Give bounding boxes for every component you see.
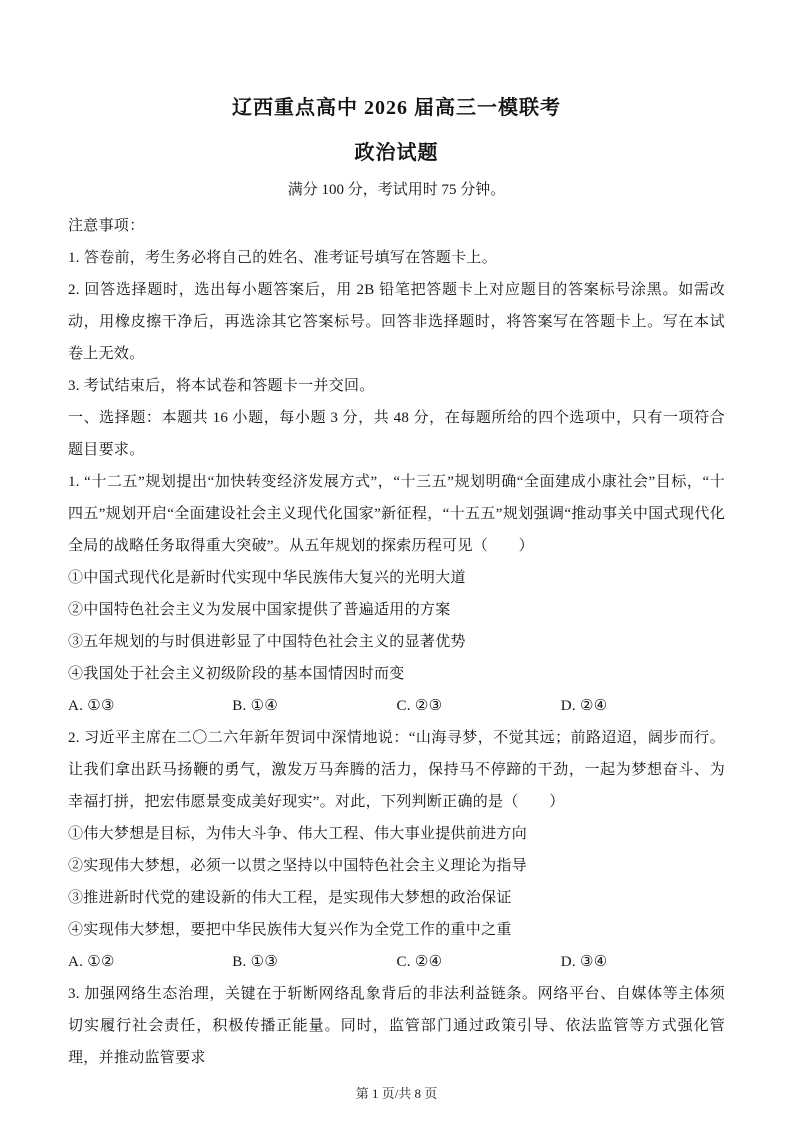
notice-header: 注意事项： [68,218,145,234]
question-2-choice-c: C. ②④ [396,954,443,970]
question-1-item-3: ③五年规划的与时俱进彰显了中国特色社会主义的显著优势 [68,634,466,650]
question-2 [68,722,725,978]
exam-subtitle: 政治试题 [354,142,439,164]
notice-2: 2. 回答选择题时，选出每小题答案后，用 2B 铅笔把答题卡上对应题目的答案标号涂黑。如需改动，用橡皮擦干净后，再选涂其它答案标号。回答非选择题时，将答案写在答题卡上。写在本试卷上无效。 [68,282,725,362]
question-2-choice-d: D. ③④ [560,954,608,970]
question-1-choice-c: C. ②③ [396,698,443,714]
question-2-item-1: ①伟大梦想是目标，为伟大斗争、伟大工程、伟大事业提供前进方向 [68,826,528,842]
question-2-stem: 2. 习近平主席在二〇二六年新年贺词中深情地说：“山海寻梦，不觉其远；前路迢迢，阔步而行。让我们拿出跃马扬鞭的勇气，激发万马奔腾的活力，保持马不停蹄的干劲，一起为梦想奋斗、为幸福打拼，把宏伟愿景变成美好现实”。对此，下列判断正确的是（ ） [68,730,725,810]
question-2-choices [68,946,725,978]
question-1-stem: 1. “十二五”规划提出“加快转变经济发展方式”，“十三五”规划明确“全面建成小康社会”目标，“十四五”规划开启“全面建设社会主义现代化国家”新征程，“十五五”规划强调“推动事关中国式现代化全局的战略任务取得重大突破”。从五年规划的探索历程可见（ ） [68,474,725,554]
question-1-choice-b: B. ①④ [232,698,279,714]
question-1-choices [68,690,725,722]
question-1-choice-a: A. ①③ [68,698,115,714]
question-2-choice-a: A. ①② [68,954,115,970]
question-2-item-3: ③推进新时代党的建设新的伟大工程，是实现伟大梦想的政治保证 [68,890,512,906]
question-1-choice-d: D. ②④ [560,698,608,714]
question-1-item-4: ④我国处于社会主义初级阶段的基本国情因时而变 [68,666,405,682]
question-2-choice-b: B. ①③ [232,954,279,970]
section-header: 一、选择题：本题共 16 小题，每小题 3 分，共 48 分，在每题所给的四个选项中，只有一项符合题目要求。 [68,410,725,458]
question-1 [68,466,725,722]
question-2-item-4: ④实现伟大梦想，要把中华民族伟大复兴作为全党工作的重中之重 [68,922,512,938]
page-footer: 第 1 页/共 8 页 [355,1086,438,1101]
notice-1: 1. 答卷前，考生务必将自己的姓名、准考证号填写在答题卡上。 [68,250,498,266]
exam-body [68,210,725,1074]
question-3 [68,978,725,1074]
question-1-item-2: ②中国特色社会主义为发展中国家提供了普遍适用的方案 [68,602,451,618]
question-3-stem: 3. 加强网络生态治理，关键在于斩断网络乱象背后的非法利益链条。网络平台、自媒体等主体须切实履行社会责任，积极传播正能量。同时，监管部门通过政策引导、依法监管等方式强化管理，并推动监管要求 [68,986,725,1066]
notice-3: 3. 考试结束后，将本试卷和答题卡一并交回。 [68,378,375,394]
question-2-item-2: ②实现伟大梦想，必须一以贯之坚持以中国特色社会主义理论为指导 [68,858,528,874]
question-1-item-1: ①中国式现代化是新时代实现中华民族伟大复兴的光明大道 [68,570,466,586]
exam-meta: 满分 100 分，考试用时 75 分钟。 [287,182,506,198]
exam-title: 辽西重点高中 2026 届高三一模联考 [232,97,561,119]
